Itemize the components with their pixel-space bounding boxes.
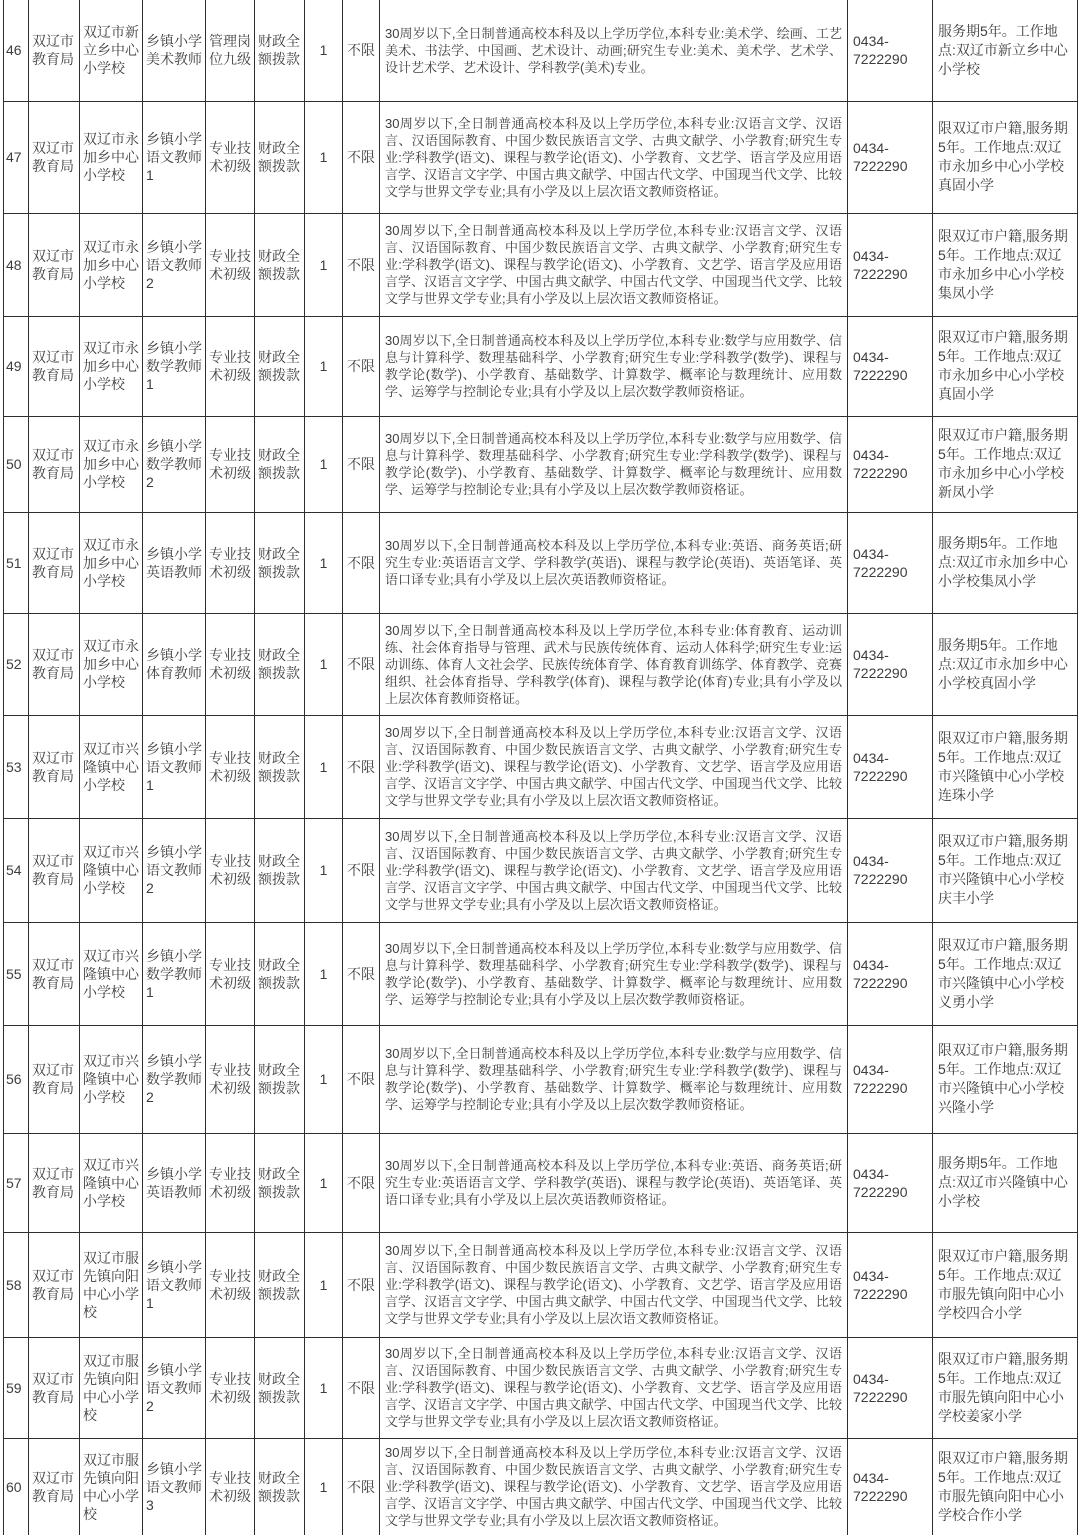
cell-post-level: 专业技术初级: [206, 613, 255, 715]
cell-contact-phone: 0434-7222290: [848, 1025, 933, 1133]
cell-qualification-requirements: 30周岁以下,全日制普通高校本科及以上学历学位,本科专业:汉语言文学、汉语言、汉语国际教育、中国少数民族语言文学、古典文献学、小学教育;研究生专业:学科教学(语文)、课程与教学论(语文)、小学教育、文艺学、语言学及应用语言学、汉语言文字学、中国古典文献学、中国古代文学、中国现当代文学、比较文学与世界文学专业;具有小学及以上层次语文教师资格证。: [380, 818, 848, 922]
cell-headcount: 1: [305, 1337, 343, 1438]
cell-seq-number: 53: [4, 715, 29, 818]
cell-employer-bureau: 双辽市教育局: [29, 715, 80, 818]
cell-qualification-requirements: 30周岁以下,全日制普通高校本科及以上学历学位,本科专业:数学与应用数学、信息与计算科学、数理基础科学、小学教育;研究生专业:学科教学(数学)、课程与教学论(数学)、小学教育、基础数学、计算数学、概率论与数理统计、应用数学、运筹学与控制论专业;具有小学及以上层次数学教师资格证。: [380, 922, 848, 1025]
cell-headcount: 1: [305, 316, 343, 416]
cell-post-level: 专业技术初级: [206, 101, 255, 213]
cell-post-level: 专业技术初级: [206, 1232, 255, 1337]
cell-qualification-requirements: 30周岁以下,全日制普通高校本科及以上学历学位,本科专业:英语、商务英语;研究生专业:英语语言文学、学科教学(英语)、课程与教学论(英语)、英语笔译、英语口译专业;具有小学及以上层次英语教师资格证。: [380, 512, 848, 613]
cell-seq-number: 56: [4, 1025, 29, 1133]
cell-qualification-requirements: 30周岁以下,全日制普通高校本科及以上学历学位,本科专业:数学与应用数学、信息与计算科学、数理基础科学、小学教育;研究生专业:学科教学(数学)、课程与教学论(数学)、小学教育、基础数学、计算数学、概率论与数理统计、应用数学、运筹学与控制论专业;具有小学及以上层次数学教师资格证。: [380, 316, 848, 416]
cell-location-note: 服务期5年。工作地点:双辽市永加乡中心小学校集凤小学: [933, 512, 1078, 613]
cell-school-name: 双辽市永加乡中心小学校: [80, 416, 143, 512]
table-row: [4, 1232, 1078, 1337]
table-row: [4, 512, 1078, 613]
cell-position-name: 乡镇小学语文教师1: [143, 101, 206, 213]
cell-location-note: 限双辽市户籍,服务期5年。工作地点:双辽市服先镇向阳中心小学校合作小学: [933, 1438, 1078, 1535]
cell-contact-phone: 0434-7222290: [848, 512, 933, 613]
cell-contact-phone: 0434-7222290: [848, 1438, 933, 1535]
cell-qualification-requirements: 30周岁以下,全日制普通高校本科及以上学历学位,本科专业:数学与应用数学、信息与计算科学、数理基础科学、小学教育;研究生专业:学科教学(数学)、课程与教学论(数学)、小学教育、基础数学、计算数学、概率论与数理统计、应用数学、运筹学与控制论专业;具有小学及以上层次数学教师资格证。: [380, 1025, 848, 1133]
cell-seq-number: 52: [4, 613, 29, 715]
cell-position-name: 乡镇小学语文教师1: [143, 1232, 206, 1337]
cell-post-level: 管理岗位九级: [206, 0, 255, 101]
cell-contact-phone: 0434-7222290: [848, 416, 933, 512]
cell-headcount: 1: [305, 922, 343, 1025]
cell-gender-limit: 不限: [343, 818, 380, 922]
cell-funding-type: 财政全额拨款: [255, 922, 305, 1025]
cell-funding-type: 财政全额拨款: [255, 101, 305, 213]
cell-post-level: 专业技术初级: [206, 416, 255, 512]
cell-position-name: 乡镇小学语文教师2: [143, 1337, 206, 1438]
table-row: [4, 1438, 1078, 1535]
cell-position-name: 乡镇小学美术教师: [143, 0, 206, 101]
cell-funding-type: 财政全额拨款: [255, 0, 305, 101]
cell-employer-bureau: 双辽市教育局: [29, 818, 80, 922]
cell-location-note: 限双辽市户籍,服务期5年。工作地点:双辽市永加乡中心小学校真固小学: [933, 316, 1078, 416]
cell-funding-type: 财政全额拨款: [255, 1133, 305, 1232]
table-row: [4, 101, 1078, 213]
cell-headcount: 1: [305, 101, 343, 213]
cell-contact-phone: 0434-7222290: [848, 213, 933, 316]
cell-position-name: 乡镇小学语文教师2: [143, 213, 206, 316]
cell-school-name: 双辽市兴隆镇中心小学校: [80, 1025, 143, 1133]
cell-seq-number: 55: [4, 922, 29, 1025]
table-row: [4, 416, 1078, 512]
cell-seq-number: 49: [4, 316, 29, 416]
cell-qualification-requirements: 30周岁以下,全日制普通高校本科及以上学历学位,本科专业:体育教育、运动训练、社会体育指导与管理、武术与民族传统体育、运动人体科学;研究生专业:运动训练、体育人文社会学、民族传统体育学、体育教育训练学、体育教学、竞赛组织、社会体育指导、学科教学(体育)、课程与教学论(体育)专业;具有小学及以上层次体育教师资格证。: [380, 613, 848, 715]
cell-seq-number: 50: [4, 416, 29, 512]
table-row: [4, 1337, 1078, 1438]
cell-contact-phone: 0434-7222290: [848, 818, 933, 922]
cell-employer-bureau: 双辽市教育局: [29, 1438, 80, 1535]
cell-employer-bureau: 双辽市教育局: [29, 922, 80, 1025]
cell-position-name: 乡镇小学数学教师2: [143, 1025, 206, 1133]
cell-headcount: 1: [305, 1232, 343, 1337]
cell-funding-type: 财政全额拨款: [255, 1025, 305, 1133]
cell-employer-bureau: 双辽市教育局: [29, 1337, 80, 1438]
cell-location-note: 限双辽市户籍,服务期5年。工作地点:双辽市永加乡中心小学校集凤小学: [933, 213, 1078, 316]
cell-post-level: 专业技术初级: [206, 512, 255, 613]
cell-school-name: 双辽市永加乡中心小学校: [80, 613, 143, 715]
cell-school-name: 双辽市永加乡中心小学校: [80, 101, 143, 213]
cell-employer-bureau: 双辽市教育局: [29, 1133, 80, 1232]
cell-school-name: 双辽市服先镇向阳中心小学校: [80, 1438, 143, 1535]
cell-headcount: 1: [305, 818, 343, 922]
cell-location-note: 限双辽市户籍,服务期5年。工作地点:双辽市服先镇向阳中心小学校四合小学: [933, 1232, 1078, 1337]
cell-gender-limit: 不限: [343, 715, 380, 818]
cell-contact-phone: 0434-7222290: [848, 1232, 933, 1337]
cell-gender-limit: 不限: [343, 416, 380, 512]
recruitment-table-body: [4, 0, 1078, 1535]
cell-headcount: 1: [305, 0, 343, 101]
cell-gender-limit: 不限: [343, 922, 380, 1025]
cell-location-note: 限双辽市户籍,服务期5年。工作地点:双辽市兴隆镇中心小学校连珠小学: [933, 715, 1078, 818]
cell-school-name: 双辽市兴隆镇中心小学校: [80, 818, 143, 922]
cell-headcount: 1: [305, 1133, 343, 1232]
cell-employer-bureau: 双辽市教育局: [29, 0, 80, 101]
cell-location-note: 服务期5年。工作地点:双辽市永加乡中心小学校真固小学: [933, 613, 1078, 715]
cell-location-note: 限双辽市户籍,服务期5年。工作地点:双辽市服先镇向阳中心小学校姜家小学: [933, 1337, 1078, 1438]
cell-position-name: 乡镇小学英语教师: [143, 512, 206, 613]
cell-post-level: 专业技术初级: [206, 1133, 255, 1232]
table-row: [4, 715, 1078, 818]
cell-location-note: 限双辽市户籍,服务期5年。工作地点:双辽市兴隆镇中心小学校义勇小学: [933, 922, 1078, 1025]
table-row: [4, 1133, 1078, 1232]
cell-employer-bureau: 双辽市教育局: [29, 213, 80, 316]
cell-funding-type: 财政全额拨款: [255, 715, 305, 818]
cell-school-name: 双辽市兴隆镇中心小学校: [80, 1133, 143, 1232]
cell-employer-bureau: 双辽市教育局: [29, 101, 80, 213]
cell-location-note: 限双辽市户籍,服务期5年。工作地点:双辽市兴隆镇中心小学校兴隆小学: [933, 1025, 1078, 1133]
cell-gender-limit: 不限: [343, 101, 380, 213]
cell-contact-phone: 0434-7222290: [848, 1337, 933, 1438]
cell-employer-bureau: 双辽市教育局: [29, 512, 80, 613]
cell-contact-phone: 0434-7222290: [848, 613, 933, 715]
cell-position-name: 乡镇小学数学教师1: [143, 316, 206, 416]
cell-gender-limit: 不限: [343, 0, 380, 101]
cell-funding-type: 财政全额拨款: [255, 818, 305, 922]
cell-seq-number: 46: [4, 0, 29, 101]
cell-funding-type: 财政全额拨款: [255, 213, 305, 316]
cell-post-level: 专业技术初级: [206, 1025, 255, 1133]
cell-contact-phone: 0434-7222290: [848, 316, 933, 416]
cell-position-name: 乡镇小学语文教师3: [143, 1438, 206, 1535]
cell-funding-type: 财政全额拨款: [255, 1232, 305, 1337]
cell-position-name: 乡镇小学体育教师: [143, 613, 206, 715]
cell-headcount: 1: [305, 512, 343, 613]
cell-headcount: 1: [305, 613, 343, 715]
cell-employer-bureau: 双辽市教育局: [29, 1025, 80, 1133]
cell-qualification-requirements: 30周岁以下,全日制普通高校本科及以上学历学位,本科专业:汉语言文学、汉语言、汉语国际教育、中国少数民族语言文学、古典文献学、小学教育;研究生专业:学科教学(语文)、课程与教学论(语文)、小学教育、文艺学、语言学及应用语言学、汉语言文字学、中国古典文献学、中国古代文学、中国现当代文学、比较文学与世界文学专业;具有小学及以上层次语文教师资格证。: [380, 1438, 848, 1535]
cell-funding-type: 财政全额拨款: [255, 416, 305, 512]
cell-seq-number: 59: [4, 1337, 29, 1438]
cell-employer-bureau: 双辽市教育局: [29, 1232, 80, 1337]
cell-post-level: 专业技术初级: [206, 1337, 255, 1438]
cell-location-note: 限双辽市户籍,服务期5年。工作地点:双辽市兴隆镇中心小学校庆丰小学: [933, 818, 1078, 922]
cell-qualification-requirements: 30周岁以下,全日制普通高校本科及以上学历学位,本科专业:汉语言文学、汉语言、汉语国际教育、中国少数民族语言文学、古典文献学、小学教育;研究生专业:学科教学(语文)、课程与教学论(语文)、小学教育、文艺学、语言学及应用语言学、汉语言文字学、中国古典文献学、中国古代文学、中国现当代文学、比较文学与世界文学专业;具有小学及以上层次语文教师资格证。: [380, 213, 848, 316]
table-row: [4, 922, 1078, 1025]
cell-employer-bureau: 双辽市教育局: [29, 416, 80, 512]
cell-funding-type: 财政全额拨款: [255, 316, 305, 416]
cell-funding-type: 财政全额拨款: [255, 1337, 305, 1438]
cell-contact-phone: 0434-7222290: [848, 715, 933, 818]
cell-school-name: 双辽市永加乡中心小学校: [80, 316, 143, 416]
cell-location-note: 服务期5年。工作地点:双辽市兴隆镇中心小学校: [933, 1133, 1078, 1232]
cell-post-level: 专业技术初级: [206, 213, 255, 316]
cell-headcount: 1: [305, 1025, 343, 1133]
cell-seq-number: 58: [4, 1232, 29, 1337]
cell-location-note: 服务期5年。工作地点:双辽市新立乡中心小学校: [933, 0, 1078, 101]
cell-contact-phone: 0434-7222290: [848, 922, 933, 1025]
cell-contact-phone: 0434-7222290: [848, 101, 933, 213]
cell-gender-limit: 不限: [343, 1232, 380, 1337]
cell-position-name: 乡镇小学数学教师1: [143, 922, 206, 1025]
cell-headcount: 1: [305, 1438, 343, 1535]
cell-seq-number: 47: [4, 101, 29, 213]
cell-post-level: 专业技术初级: [206, 922, 255, 1025]
table-row: [4, 316, 1078, 416]
cell-position-name: 乡镇小学英语教师: [143, 1133, 206, 1232]
cell-gender-limit: 不限: [343, 316, 380, 416]
cell-funding-type: 财政全额拨款: [255, 1438, 305, 1535]
cell-contact-phone: 0434-7222290: [848, 0, 933, 101]
cell-school-name: 双辽市兴隆镇中心小学校: [80, 715, 143, 818]
cell-school-name: 双辽市永加乡中心小学校: [80, 213, 143, 316]
cell-location-note: 限双辽市户籍,服务期5年。工作地点:双辽市永加乡中心小学校真固小学: [933, 101, 1078, 213]
cell-post-level: 专业技术初级: [206, 715, 255, 818]
table-row: [4, 613, 1078, 715]
table-row: [4, 213, 1078, 316]
cell-position-name: 乡镇小学语文教师1: [143, 715, 206, 818]
cell-qualification-requirements: 30周岁以下,全日制普通高校本科及以上学历学位,本科专业:汉语言文学、汉语言、汉语国际教育、中国少数民族语言文学、古典文献学、小学教育;研究生专业:学科教学(语文)、课程与教学论(语文)、小学教育、文艺学、语言学及应用语言学、汉语言文字学、中国古典文献学、中国古代文学、中国现当代文学、比较文学与世界文学专业;具有小学及以上层次语文教师资格证。: [380, 715, 848, 818]
cell-school-name: 双辽市新立乡中心小学校: [80, 0, 143, 101]
cell-school-name: 双辽市永加乡中心小学校: [80, 512, 143, 613]
cell-post-level: 专业技术初级: [206, 818, 255, 922]
cell-school-name: 双辽市兴隆镇中心小学校: [80, 922, 143, 1025]
cell-seq-number: 60: [4, 1438, 29, 1535]
cell-funding-type: 财政全额拨款: [255, 512, 305, 613]
cell-gender-limit: 不限: [343, 1337, 380, 1438]
cell-seq-number: 54: [4, 818, 29, 922]
cell-employer-bureau: 双辽市教育局: [29, 613, 80, 715]
cell-post-level: 专业技术初级: [206, 1438, 255, 1535]
cell-gender-limit: 不限: [343, 213, 380, 316]
cell-funding-type: 财政全额拨款: [255, 613, 305, 715]
cell-gender-limit: 不限: [343, 613, 380, 715]
cell-gender-limit: 不限: [343, 1025, 380, 1133]
table-row: [4, 818, 1078, 922]
recruitment-table: [3, 0, 1078, 1535]
cell-qualification-requirements: 30周岁以下,全日制普通高校本科及以上学历学位,本科专业:美术学、绘画、工艺美术、书法学、中国画、艺术设计、动画;研究生专业:美术、美术学、艺术学、设计艺术学、艺术设计、学科教学(美术)专业。: [380, 0, 848, 101]
cell-qualification-requirements: 30周岁以下,全日制普通高校本科及以上学历学位,本科专业:汉语言文学、汉语言、汉语国际教育、中国少数民族语言文学、古典文献学、小学教育;研究生专业:学科教学(语文)、课程与教学论(语文)、小学教育、文艺学、语言学及应用语言学、汉语言文字学、中国古典文献学、中国古代文学、中国现当代文学、比较文学与世界文学专业;具有小学及以上层次语文教师资格证。: [380, 1232, 848, 1337]
cell-school-name: 双辽市服先镇向阳中心小学校: [80, 1337, 143, 1438]
cell-qualification-requirements: 30周岁以下,全日制普通高校本科及以上学历学位,本科专业:英语、商务英语;研究生专业:英语语言文学、学科教学(英语)、课程与教学论(英语)、英语笔译、英语口译专业;具有小学及以上层次英语教师资格证。: [380, 1133, 848, 1232]
cell-gender-limit: 不限: [343, 1438, 380, 1535]
cell-contact-phone: 0434-7222290: [848, 1133, 933, 1232]
cell-headcount: 1: [305, 213, 343, 316]
cell-seq-number: 57: [4, 1133, 29, 1232]
cell-headcount: 1: [305, 416, 343, 512]
cell-gender-limit: 不限: [343, 1133, 380, 1232]
cell-position-name: 乡镇小学数学教师2: [143, 416, 206, 512]
table-row: [4, 0, 1078, 101]
cell-position-name: 乡镇小学语文教师2: [143, 818, 206, 922]
table-row: [4, 1025, 1078, 1133]
cell-qualification-requirements: 30周岁以下,全日制普通高校本科及以上学历学位,本科专业:数学与应用数学、信息与计算科学、数理基础科学、小学教育;研究生专业:学科教学(数学)、课程与教学论(数学)、小学教育、基础数学、计算数学、概率论与数理统计、应用数学、运筹学与控制论专业;具有小学及以上层次数学教师资格证。: [380, 416, 848, 512]
cell-qualification-requirements: 30周岁以下,全日制普通高校本科及以上学历学位,本科专业:汉语言文学、汉语言、汉语国际教育、中国少数民族语言文学、古典文献学、小学教育;研究生专业:学科教学(语文)、课程与教学论(语文)、小学教育、文艺学、语言学及应用语言学、汉语言文字学、中国古典文献学、中国古代文学、中国现当代文学、比较文学与世界文学专业;具有小学及以上层次语文教师资格证。: [380, 101, 848, 213]
cell-post-level: 专业技术初级: [206, 316, 255, 416]
cell-qualification-requirements: 30周岁以下,全日制普通高校本科及以上学历学位,本科专业:汉语言文学、汉语言、汉语国际教育、中国少数民族语言文学、古典文献学、小学教育;研究生专业:学科教学(语文)、课程与教学论(语文)、小学教育、文艺学、语言学及应用语言学、汉语言文字学、中国古典文献学、中国古代文学、中国现当代文学、比较文学与世界文学专业;具有小学及以上层次语文教师资格证。: [380, 1337, 848, 1438]
cell-school-name: 双辽市服先镇向阳中心小学校: [80, 1232, 143, 1337]
cell-employer-bureau: 双辽市教育局: [29, 316, 80, 416]
cell-gender-limit: 不限: [343, 512, 380, 613]
cell-headcount: 1: [305, 715, 343, 818]
cell-seq-number: 48: [4, 213, 29, 316]
cell-seq-number: 51: [4, 512, 29, 613]
cell-location-note: 限双辽市户籍,服务期5年。工作地点:双辽市永加乡中心小学校新凤小学: [933, 416, 1078, 512]
